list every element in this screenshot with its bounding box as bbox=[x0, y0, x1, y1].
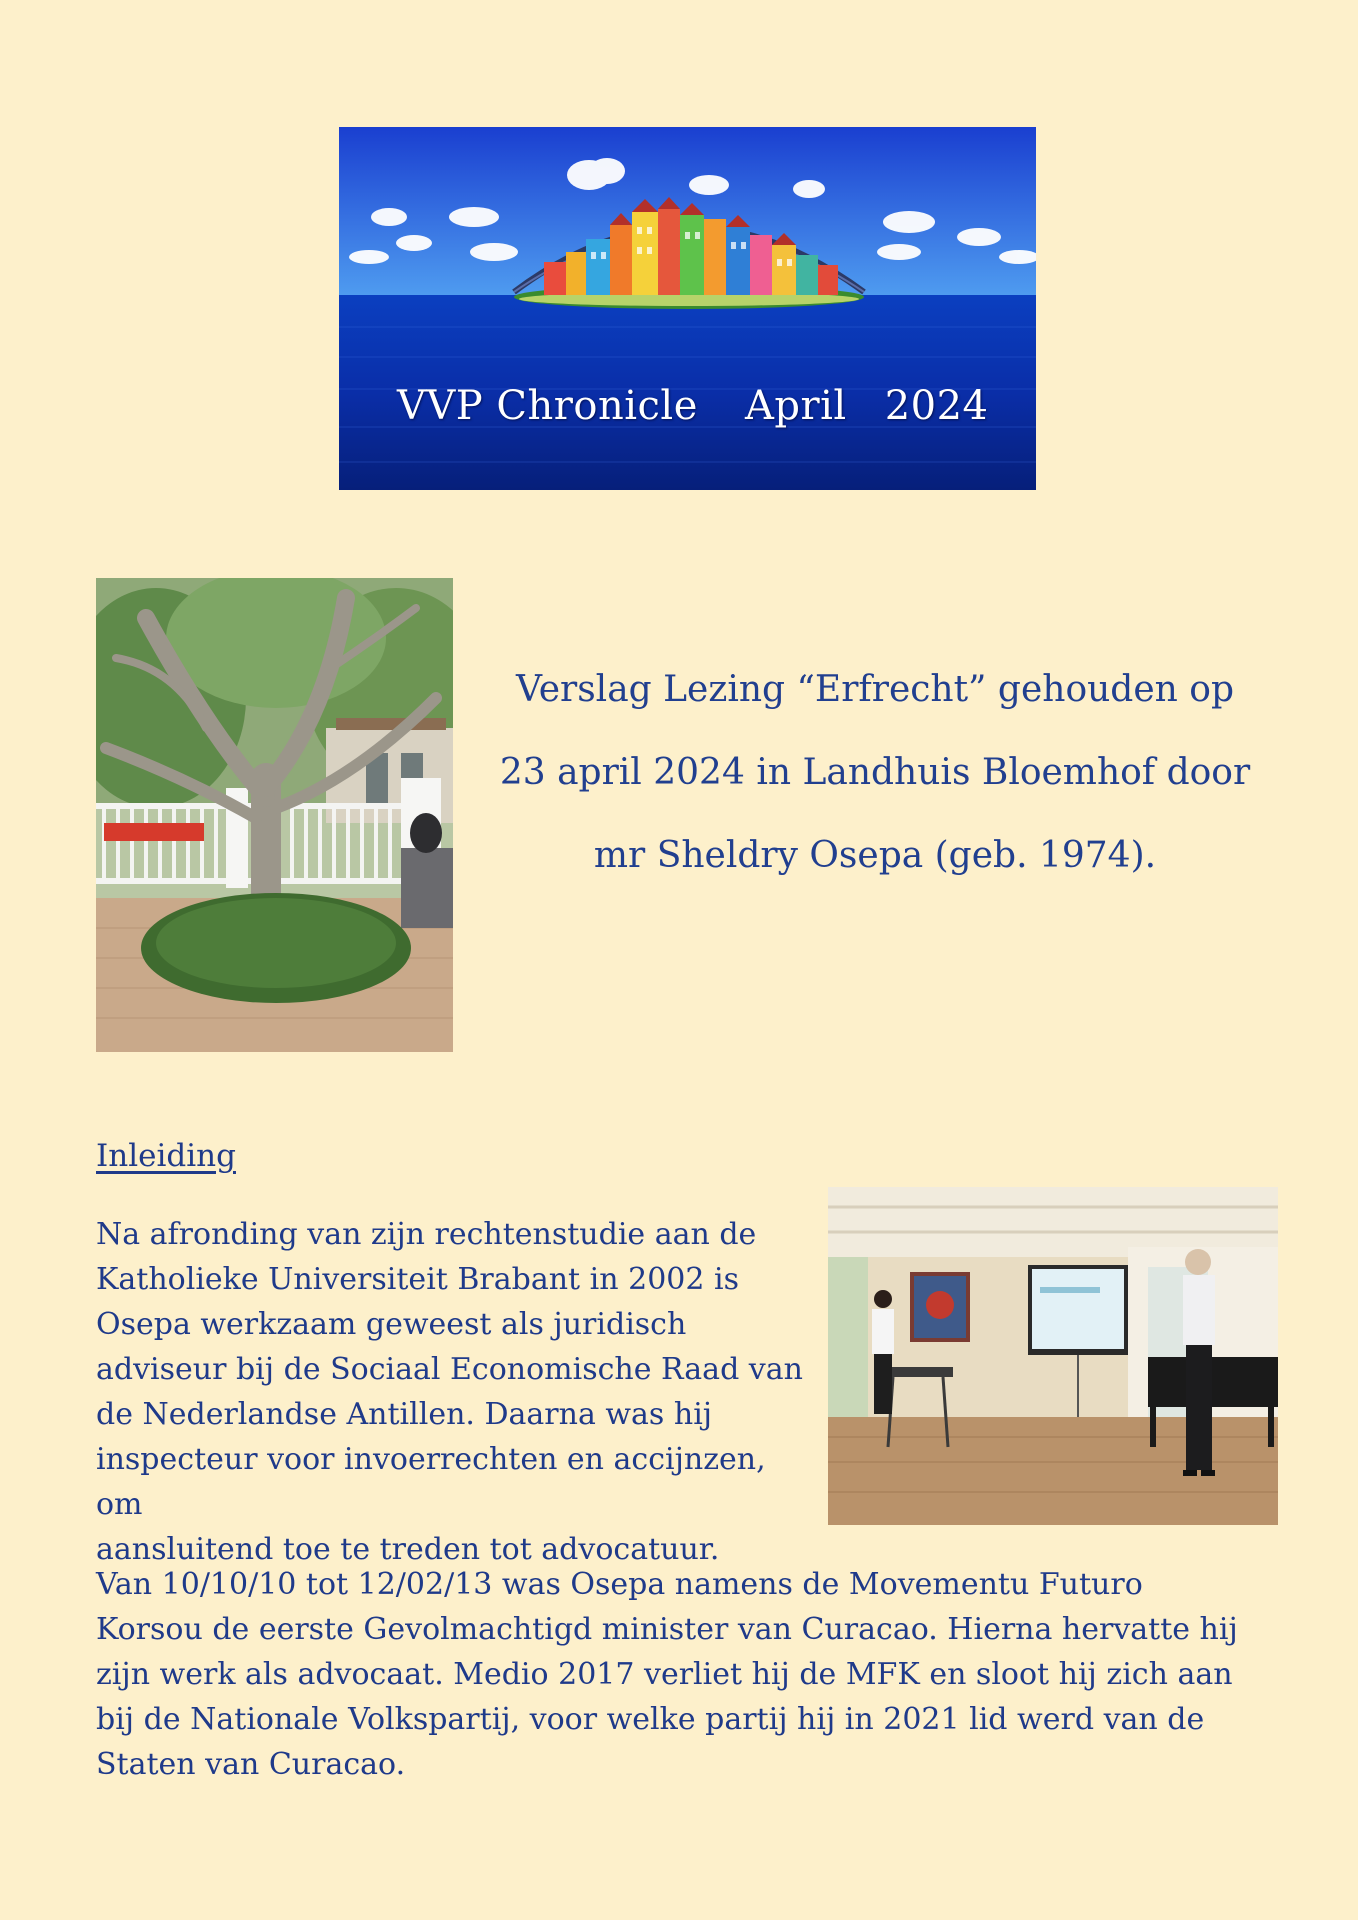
heading-line-3: mr Sheldry Osepa (geb. 1974). bbox=[593, 835, 1157, 876]
career-paragraph bbox=[96, 1562, 1271, 1787]
banner-month: April bbox=[745, 383, 847, 429]
section-title-inleiding: Inleiding bbox=[96, 1138, 236, 1174]
banner-title: VVP Chronicle bbox=[397, 383, 698, 429]
landhuis-bloemhof-photo bbox=[96, 578, 453, 1052]
banner-date bbox=[745, 383, 989, 429]
paragraph-line: de Nederlandse Antillen. Daarna was hij bbox=[96, 1397, 713, 1432]
paragraph-line: bij de Nationale Volkspartij, voor welke partij hij in 2021 lid werd van de bbox=[96, 1702, 1205, 1737]
paragraph-line: Osepa werkzaam geweest als juridisch bbox=[96, 1307, 687, 1342]
header-banner bbox=[339, 127, 1036, 490]
paragraph-line: Korsou de eerste Gevolmachtigd minister van Curacao. Hierna hervatte hij bbox=[96, 1612, 1238, 1647]
paragraph-line: aansluitend toe te treden tot advocatuur. bbox=[96, 1532, 720, 1567]
curacao-island-illustration bbox=[339, 127, 1036, 490]
banner-year: 2024 bbox=[884, 383, 989, 429]
heading-line-2: 23 april 2024 in Landhuis Bloemhof door bbox=[499, 752, 1251, 793]
paragraph-line: zijn werk als advocaat. Medio 2017 verliet hij de MFK en sloot hij zich aan bbox=[96, 1657, 1233, 1692]
paragraph-line: Staten van Curacao. bbox=[96, 1747, 406, 1782]
paragraph-line: Van 10/10/10 tot 12/02/13 was Osepa namens de Movementu Futuro bbox=[96, 1567, 1143, 1602]
lecture-heading bbox=[480, 648, 1270, 897]
intro-paragraph bbox=[96, 1212, 816, 1572]
paragraph-line: adviseur bij de Sociaal Economische Raad van bbox=[96, 1352, 803, 1387]
paragraph-line: Na afronding van zijn rechtenstudie aan de bbox=[96, 1217, 757, 1252]
paragraph-line: Katholieke Universiteit Brabant in 2002 is bbox=[96, 1262, 739, 1297]
lecture-photo bbox=[828, 1187, 1278, 1525]
paragraph-line: inspecteur voor invoerrechten en accijnzen, om bbox=[96, 1442, 766, 1522]
heading-line-1: Verslag Lezing “Erfrecht” gehouden op bbox=[516, 669, 1234, 710]
